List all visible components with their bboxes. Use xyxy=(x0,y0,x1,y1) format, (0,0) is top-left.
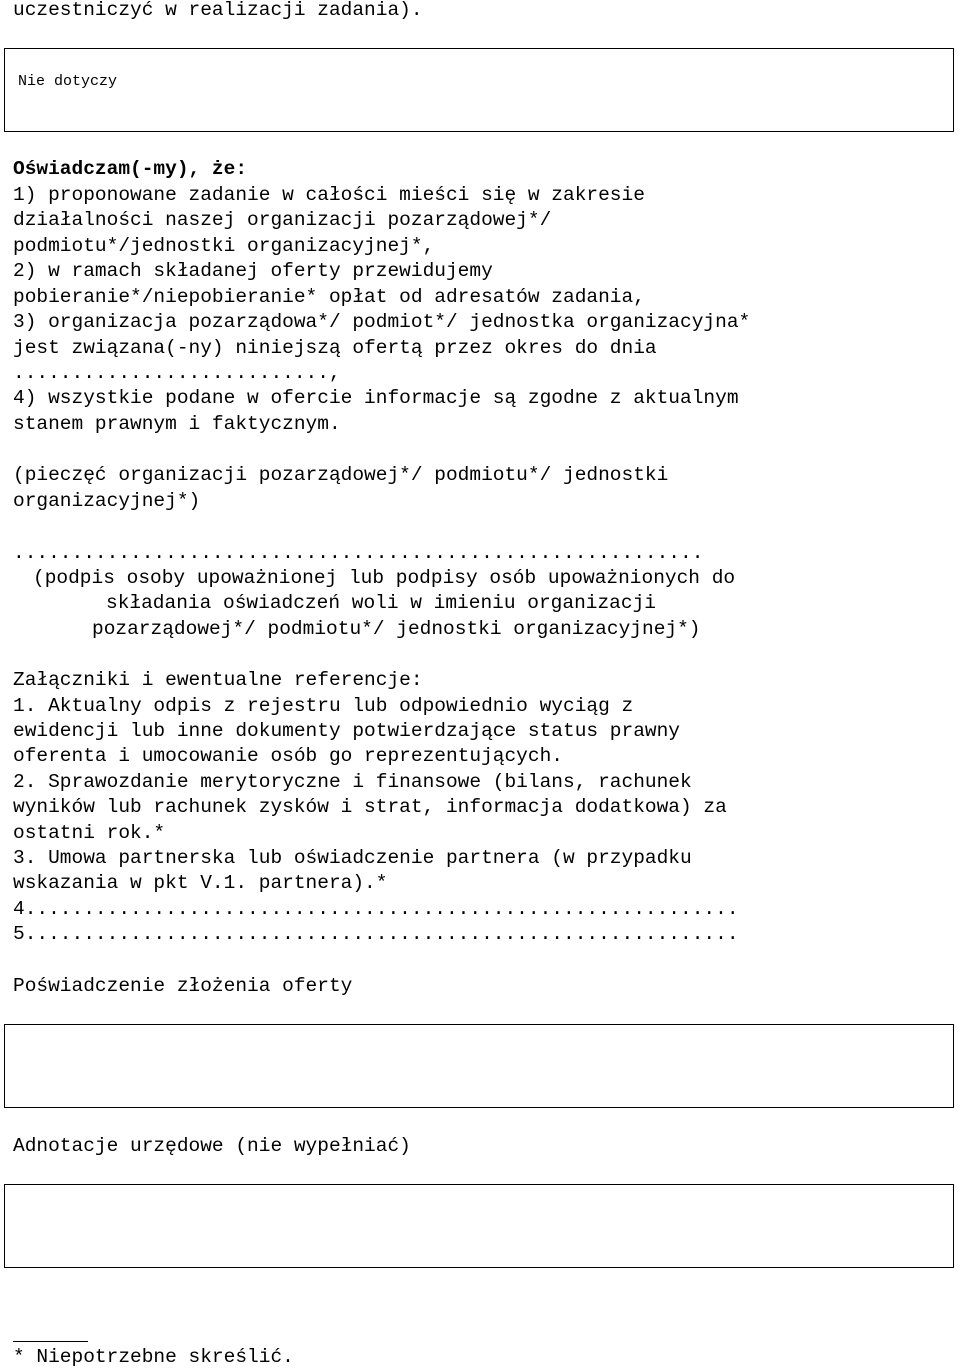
declaration-line: pobieranie*/niepobieranie* opłat od adresatów zadania, xyxy=(13,286,645,308)
stamp-caption: (pieczęć organizacji pozarządowej*/ podmiotu*/ jednostki xyxy=(13,464,669,486)
attachment-line: 4............................................................. xyxy=(13,898,739,920)
official-heading: Adnotacje urzędowe (nie wypełniać) xyxy=(13,1135,411,1157)
stamp-caption: organizacyjnej*) xyxy=(13,490,201,512)
declaration-line: 2) w ramach składanej oferty przewidujemy xyxy=(13,260,493,282)
top-line: uczestniczyć w realizacji zadania). xyxy=(13,0,423,21)
attachment-line: 5............................................................. xyxy=(13,923,739,945)
footnote: * Niepotrzebne skreślić. xyxy=(13,1346,294,1368)
signature-caption: składania oświadczeń woli w imieniu organizacji xyxy=(106,592,656,614)
signature-caption: pozarządowej*/ podmiotu*/ jednostki organizacyjnej*) xyxy=(92,618,701,640)
declaration-line: 1) proponowane zadanie w całości mieści się w zakresie xyxy=(13,184,645,206)
declaration-line: ..........................., xyxy=(13,362,341,384)
declaration-line: jest związana(-ny) niniejszą ofertą przez okres do dnia xyxy=(13,337,657,359)
attachment-line: 2. Sprawozdanie merytoryczne i finansowe (bilans, rachunek xyxy=(13,771,692,793)
signature-caption: (podpis osoby upoważnionej lub podpisy osób upoważnionych do xyxy=(33,567,736,589)
declaration-line: działalności naszej organizacji pozarządowej*/ xyxy=(13,209,552,231)
attachment-line: ewidencji lub inne dokumenty potwierdzające status prawny xyxy=(13,720,681,742)
declaration-line: podmiotu*/jednostki organizacyjnej*, xyxy=(13,235,435,257)
declaration-line: 4) wszystkie podane w ofercie informacje są zgodne z aktualnym xyxy=(13,387,739,409)
declaration-line: stanem prawnym i faktycznym. xyxy=(13,413,341,435)
signature-dots: ........................................................... xyxy=(13,542,704,564)
attachment-line: oferenta i umocowanie osób go reprezentujących. xyxy=(13,745,563,767)
attachments-heading: Załączniki i ewentualne referencje: xyxy=(13,669,423,691)
attachment-line: ostatni rok.* xyxy=(13,822,166,844)
footnote-rule xyxy=(13,1341,88,1342)
receipt-heading: Poświadczenie złożenia oferty xyxy=(13,975,353,997)
attachment-line: wskazania w pkt V.1. partnera).* xyxy=(13,872,388,894)
official-box[interactable] xyxy=(4,1184,954,1268)
not-applicable-box xyxy=(4,48,954,132)
box-note: Nie dotyczy xyxy=(18,73,118,90)
attachment-line: 1. Aktualny odpis z rejestru lub odpowiednio wyciąg z xyxy=(13,695,634,717)
declaration-heading: Oświadczam(-my), że: xyxy=(13,158,248,180)
attachment-line: 3. Umowa partnerska lub oświadczenie partnera (w przypadku xyxy=(13,847,692,869)
attachment-line: wyników lub rachunek zysków i strat, informacja dodatkowa) za xyxy=(13,796,727,818)
receipt-box[interactable] xyxy=(4,1024,954,1108)
declaration-line: 3) organizacja pozarządowa*/ podmiot*/ jednostka organizacyjna* xyxy=(13,311,751,333)
